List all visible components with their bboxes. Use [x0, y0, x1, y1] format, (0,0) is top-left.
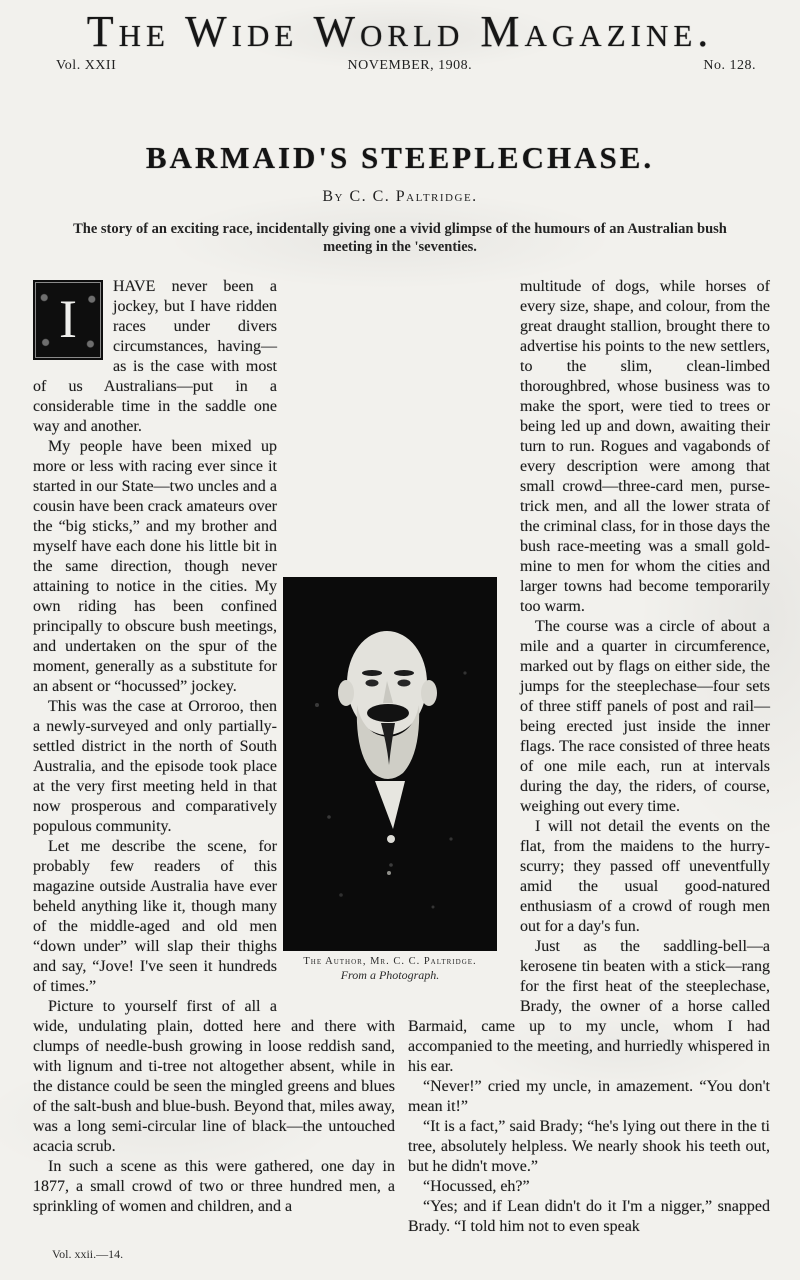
issue-number: No. 128. — [703, 58, 756, 73]
article-header — [0, 140, 800, 256]
photo-caption: The Author, Mr. C. C. Paltridge. — [303, 956, 477, 967]
drop-cap-initial: I — [33, 280, 103, 360]
masthead-title: The Wide World Magazine. — [86, 7, 714, 56]
paragraph-text: HAVE never been a jockey, but I have ridden races under divers circumstances, having—as is the case with most of us Australians—put in a considerable time in the saddle one way and another. — [33, 278, 277, 435]
paragraph: “Hocussed, eh?” — [423, 1178, 530, 1195]
paragraph: “Yes; and if Lean didn't do it I'm a nigger,” snapped Brady. “I told him not to even speak — [408, 1198, 770, 1235]
paragraph: My people have been mixed up more or less with racing ever since it started in our State—two uncles and a cousin have been crack amateurs over the “big sticks,” and my brother and myself have each done his little bit in the same direction, though never attaining to notice in the cities. My own riding has been confined principally to obscure bush meetings, and undertaken on the spur of the moment, generally as a substitute for an absent or “hocussed” jockey. — [33, 438, 277, 695]
paragraph — [33, 277, 395, 437]
paragraph: This was the case at Orroroo, then a newly-surveyed and only partially-settled district in the north of South Australia, and the episode took place at the very first meeting held in that now prosperous and comparatively populous community. — [33, 698, 277, 835]
paragraph: Let me describe the scene, for probably few readers of this magazine outside Australia have ever beheld anything like it, though many of the middle-aged and old men “down under” will slap their thighs and say, “Jove! I've seen it hundreds of times.” — [33, 838, 277, 995]
byline: By C. C. Paltridge. — [322, 188, 478, 205]
author-photo-figure — [283, 577, 497, 982]
paragraph: In such a scene as this were gathered, one day in 1877, a small crowd of two or three hundred men, a sprinkling of women and children, and a — [33, 1158, 395, 1215]
paragraph: Picture to yourself first of all a wide, undulating plain, dotted here and there with clumps of needle-bush growing in loose reddish sand, with lignum and ti-tree not altogether absent, while in the distance could be seen the mingled greens and blues of the salt-bush and blue-bush. Beyond that, miles away, was a long semi-circular line of black—the untouched acacia scrub. — [33, 998, 395, 1155]
page-signature: Vol. xxii.—14. — [52, 1247, 124, 1261]
paragraph: I will not detail the events on the flat, from the maidens to the hurry-scurry; they passed off uneventfully amid the usual good-natured enthusiasm of a crowd of rough men out for a day's fun. — [520, 818, 770, 935]
volume-label: Vol. XXII — [56, 58, 117, 73]
photo-credit: From a Photograph. — [340, 968, 440, 982]
paragraph: multitude of dogs, while horses of every size, shape, and colour, from the great draught stallion, brought there to advertise his points to the new settlers, to the slim, clean-limbed thoroughbred, whose business was to make the sport, were tied to trees or being led up and down, awaiting their turn to run. Rogues and vagabonds of every description were among that small crowd—three-card men, purse-trick men, and all the lower strata of the criminal class, for in those days the bush race-meeting was a small gold-mine to men for whom the cities and larger towns had become temporarily too warm. — [520, 278, 770, 615]
paragraph: The course was a circle of about a mile and a quarter in circumference, marked out by flags on either side, the jumps for the steeplechase—four sets of three stiff panels of post and rail—being erected just inside the inner flags. The race consisted of three heats of one mile each, run at intervals during the day, the riders, of course, weighing out every time. — [520, 618, 770, 815]
photo-caption-block — [240, 955, 540, 983]
masthead — [0, 6, 800, 57]
paragraph: “Never!” cried my uncle, in amazement. “You don't mean it!” — [408, 1078, 770, 1115]
paragraph: “It is a fact,” said Brady; “he's lying out there in the ti tree, absolutely helpless. We nearly shook his teeth out, but he didn't move.” — [408, 1118, 770, 1175]
author-photo — [283, 577, 497, 951]
issue-row — [0, 58, 800, 74]
paragraph: Just as the saddling-bell—a kerosene tin beaten with a stick—rang for the first heat of the steeplechase, Brady, the owner of a horse called Barmaid, came up to my uncle, whom I had accompanied to the meeting, and hurriedly whispered in his ear. — [408, 938, 770, 1075]
issue-date: NOVEMBER, 1908. — [347, 58, 473, 73]
article-title: BARMAID'S STEEPLECHASE. — [145, 140, 655, 175]
standfirst: The story of an exciting race, incidentally giving one a vivid glimpse of the humours of an Australian bush meeting in the 'seventies. — [73, 221, 727, 255]
